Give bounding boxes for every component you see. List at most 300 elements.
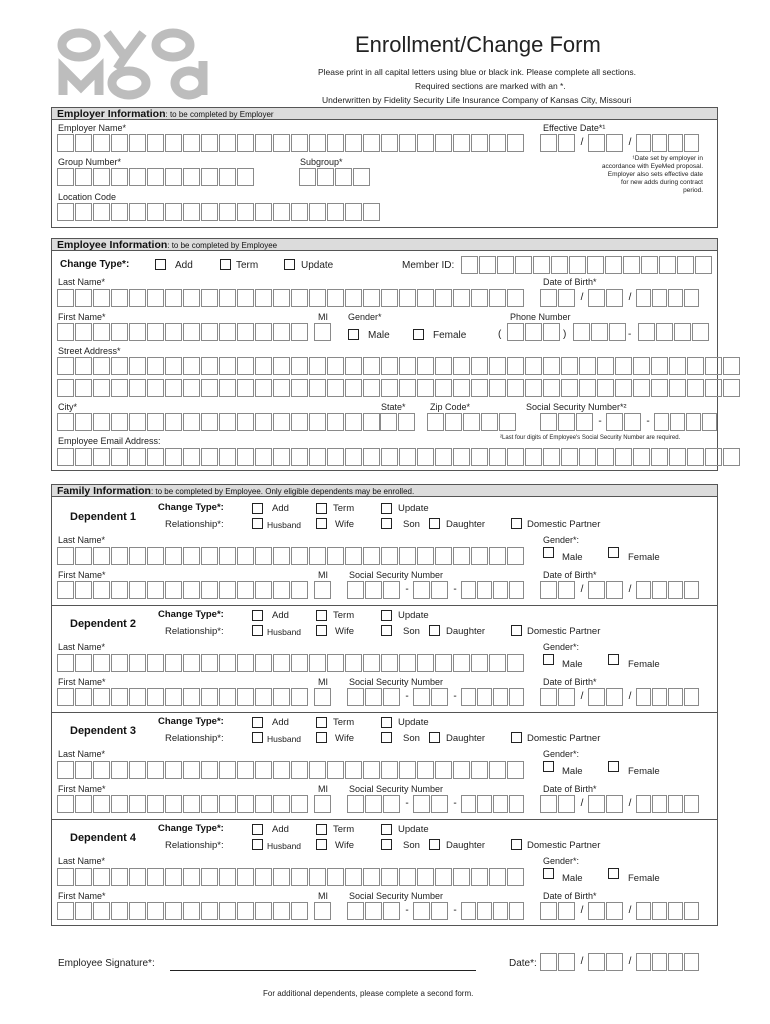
char-cell[interactable] <box>453 868 470 886</box>
char-cell[interactable] <box>111 289 128 307</box>
char-cell[interactable] <box>417 547 434 565</box>
char-cell[interactable] <box>588 902 605 920</box>
char-cell[interactable] <box>75 357 92 375</box>
char-cell[interactable] <box>493 795 508 813</box>
dependent-2-update-checkbox[interactable] <box>381 610 392 621</box>
char-cell[interactable] <box>543 323 560 341</box>
char-cell[interactable] <box>633 379 650 397</box>
char-cell[interactable] <box>255 323 272 341</box>
char-cell[interactable] <box>588 688 605 706</box>
char-cell[interactable] <box>543 357 560 375</box>
char-cell[interactable] <box>314 795 331 813</box>
char-cell[interactable] <box>75 547 92 565</box>
char-cell[interactable] <box>183 795 200 813</box>
char-cell[interactable] <box>201 795 218 813</box>
location-code-field[interactable] <box>57 203 381 221</box>
char-cell[interactable] <box>273 379 290 397</box>
char-cell[interactable] <box>314 902 331 920</box>
char-cell[interactable] <box>111 203 128 221</box>
char-cell[interactable] <box>606 795 623 813</box>
char-cell[interactable] <box>381 289 398 307</box>
dependent-4-daughter-checkbox[interactable] <box>429 839 440 850</box>
char-cell[interactable] <box>381 448 398 466</box>
char-cell[interactable] <box>558 413 575 431</box>
char-cell[interactable] <box>636 688 651 706</box>
char-cell[interactable] <box>93 654 110 672</box>
char-cell[interactable] <box>165 868 182 886</box>
char-cell[interactable] <box>111 413 128 431</box>
char-cell[interactable] <box>381 761 398 779</box>
char-cell[interactable] <box>363 203 380 221</box>
char-cell[interactable] <box>633 448 650 466</box>
char-cell[interactable] <box>543 379 560 397</box>
char-cell[interactable] <box>201 902 218 920</box>
char-cell[interactable] <box>493 688 508 706</box>
dependent-3-first-name-field[interactable] <box>57 795 309 813</box>
char-cell[interactable] <box>606 581 623 599</box>
char-cell[interactable] <box>237 688 254 706</box>
char-cell[interactable] <box>57 323 74 341</box>
char-cell[interactable] <box>57 654 74 672</box>
char-cell[interactable] <box>147 547 164 565</box>
char-cell[interactable] <box>668 688 683 706</box>
employee-female-checkbox[interactable] <box>413 329 424 340</box>
char-cell[interactable] <box>652 134 667 152</box>
dependent-1-first-name-field[interactable] <box>57 581 309 599</box>
char-cell[interactable] <box>489 868 506 886</box>
char-cell[interactable] <box>540 953 557 971</box>
dependent-3-wife-checkbox[interactable] <box>316 732 327 743</box>
dependent-2-first-name-field[interactable] <box>57 688 309 706</box>
char-cell[interactable] <box>347 902 364 920</box>
char-cell[interactable] <box>507 289 524 307</box>
char-cell[interactable] <box>431 581 448 599</box>
char-cell[interactable] <box>399 379 416 397</box>
char-cell[interactable] <box>314 688 331 706</box>
char-cell[interactable] <box>291 289 308 307</box>
char-cell[interactable] <box>363 379 380 397</box>
char-cell[interactable] <box>606 134 623 152</box>
char-cell[interactable] <box>684 795 699 813</box>
char-cell[interactable] <box>93 581 110 599</box>
char-cell[interactable] <box>363 868 380 886</box>
char-cell[interactable] <box>111 654 128 672</box>
dependent-4-male-checkbox[interactable] <box>543 868 554 879</box>
char-cell[interactable] <box>75 379 92 397</box>
char-cell[interactable] <box>499 413 516 431</box>
phone-prefix-field[interactable] <box>573 323 627 341</box>
char-cell[interactable] <box>638 323 655 341</box>
char-cell[interactable] <box>684 902 699 920</box>
char-cell[interactable] <box>237 413 254 431</box>
dependent-1-female-checkbox[interactable] <box>608 547 619 558</box>
char-cell[interactable] <box>489 448 506 466</box>
char-cell[interactable] <box>705 448 722 466</box>
char-cell[interactable] <box>606 902 623 920</box>
employer-name-field[interactable] <box>57 134 525 152</box>
char-cell[interactable] <box>75 289 92 307</box>
char-cell[interactable] <box>431 902 448 920</box>
char-cell[interactable] <box>75 761 92 779</box>
char-cell[interactable] <box>453 379 470 397</box>
char-cell[interactable] <box>656 323 673 341</box>
char-cell[interactable] <box>383 581 400 599</box>
char-cell[interactable] <box>551 256 568 274</box>
char-cell[interactable] <box>435 357 452 375</box>
char-cell[interactable] <box>659 256 676 274</box>
char-cell[interactable] <box>327 761 344 779</box>
char-cell[interactable] <box>558 289 575 307</box>
dependent-3-term-checkbox[interactable] <box>316 717 327 728</box>
char-cell[interactable] <box>147 203 164 221</box>
char-cell[interactable] <box>705 379 722 397</box>
dependent-4-female-checkbox[interactable] <box>608 868 619 879</box>
char-cell[interactable] <box>111 688 128 706</box>
char-cell[interactable] <box>309 357 326 375</box>
char-cell[interactable] <box>471 654 488 672</box>
dependent-1-dob-field[interactable] <box>540 581 700 599</box>
char-cell[interactable] <box>383 902 400 920</box>
char-cell[interactable] <box>165 379 182 397</box>
char-cell[interactable] <box>57 795 74 813</box>
char-cell[interactable] <box>687 357 704 375</box>
char-cell[interactable] <box>111 168 128 186</box>
char-cell[interactable] <box>183 654 200 672</box>
char-cell[interactable] <box>201 581 218 599</box>
char-cell[interactable] <box>147 581 164 599</box>
char-cell[interactable] <box>471 289 488 307</box>
char-cell[interactable] <box>493 581 508 599</box>
char-cell[interactable] <box>291 134 308 152</box>
employee-update-checkbox[interactable] <box>284 259 295 270</box>
char-cell[interactable] <box>237 547 254 565</box>
char-cell[interactable] <box>291 357 308 375</box>
char-cell[interactable] <box>668 902 683 920</box>
char-cell[interactable] <box>201 688 218 706</box>
char-cell[interactable] <box>668 795 683 813</box>
char-cell[interactable] <box>479 256 496 274</box>
char-cell[interactable] <box>413 795 430 813</box>
char-cell[interactable] <box>507 761 524 779</box>
char-cell[interactable] <box>509 902 524 920</box>
char-cell[interactable] <box>201 134 218 152</box>
char-cell[interactable] <box>237 357 254 375</box>
char-cell[interactable] <box>237 168 254 186</box>
char-cell[interactable] <box>291 323 308 341</box>
char-cell[interactable] <box>183 289 200 307</box>
char-cell[interactable] <box>147 134 164 152</box>
char-cell[interactable] <box>399 761 416 779</box>
char-cell[interactable] <box>255 203 272 221</box>
char-cell[interactable] <box>652 902 667 920</box>
char-cell[interactable] <box>129 581 146 599</box>
phone-line-field[interactable] <box>638 323 710 341</box>
char-cell[interactable] <box>183 413 200 431</box>
char-cell[interactable] <box>569 256 586 274</box>
char-cell[interactable] <box>273 581 290 599</box>
dependent-2-ssn-field[interactable] <box>347 688 525 706</box>
char-cell[interactable] <box>165 413 182 431</box>
char-cell[interactable] <box>383 795 400 813</box>
char-cell[interactable] <box>363 357 380 375</box>
char-cell[interactable] <box>624 413 641 431</box>
char-cell[interactable] <box>291 379 308 397</box>
char-cell[interactable] <box>165 134 182 152</box>
char-cell[interactable] <box>413 902 430 920</box>
char-cell[interactable] <box>507 868 524 886</box>
char-cell[interactable] <box>309 761 326 779</box>
char-cell[interactable] <box>686 413 701 431</box>
char-cell[interactable] <box>219 581 236 599</box>
char-cell[interactable] <box>57 902 74 920</box>
char-cell[interactable] <box>314 581 331 599</box>
char-cell[interactable] <box>481 413 498 431</box>
char-cell[interactable] <box>93 203 110 221</box>
char-cell[interactable] <box>129 547 146 565</box>
char-cell[interactable] <box>237 203 254 221</box>
char-cell[interactable] <box>489 289 506 307</box>
char-cell[interactable] <box>201 357 218 375</box>
char-cell[interactable] <box>489 547 506 565</box>
char-cell[interactable] <box>57 868 74 886</box>
char-cell[interactable] <box>129 654 146 672</box>
char-cell[interactable] <box>453 289 470 307</box>
char-cell[interactable] <box>723 379 740 397</box>
char-cell[interactable] <box>75 134 92 152</box>
char-cell[interactable] <box>540 134 557 152</box>
char-cell[interactable] <box>636 581 651 599</box>
employee-first-name-field[interactable] <box>57 323 309 341</box>
char-cell[interactable] <box>399 134 416 152</box>
phone-area-code-field[interactable] <box>507 323 561 341</box>
dependent-3-dob-field[interactable] <box>540 795 700 813</box>
char-cell[interactable] <box>615 357 632 375</box>
char-cell[interactable] <box>147 289 164 307</box>
char-cell[interactable] <box>237 581 254 599</box>
char-cell[interactable] <box>363 413 380 431</box>
char-cell[interactable] <box>93 761 110 779</box>
char-cell[interactable] <box>255 413 272 431</box>
char-cell[interactable] <box>435 289 452 307</box>
char-cell[interactable] <box>129 868 146 886</box>
char-cell[interactable] <box>309 289 326 307</box>
char-cell[interactable] <box>75 168 92 186</box>
char-cell[interactable] <box>111 323 128 341</box>
member-id-field[interactable] <box>461 256 713 274</box>
char-cell[interactable] <box>255 379 272 397</box>
char-cell[interactable] <box>273 357 290 375</box>
char-cell[interactable] <box>525 323 542 341</box>
char-cell[interactable] <box>273 448 290 466</box>
char-cell[interactable] <box>93 547 110 565</box>
char-cell[interactable] <box>219 868 236 886</box>
char-cell[interactable] <box>399 654 416 672</box>
char-cell[interactable] <box>654 413 669 431</box>
char-cell[interactable] <box>111 581 128 599</box>
char-cell[interactable] <box>668 289 683 307</box>
char-cell[interactable] <box>380 413 397 431</box>
char-cell[interactable] <box>183 168 200 186</box>
char-cell[interactable] <box>723 448 740 466</box>
char-cell[interactable] <box>201 168 218 186</box>
char-cell[interactable] <box>165 357 182 375</box>
char-cell[interactable] <box>111 379 128 397</box>
char-cell[interactable] <box>219 413 236 431</box>
char-cell[interactable] <box>314 323 331 341</box>
char-cell[interactable] <box>219 654 236 672</box>
char-cell[interactable] <box>237 761 254 779</box>
char-cell[interactable] <box>75 868 92 886</box>
dependent-3-son-checkbox[interactable] <box>381 732 392 743</box>
char-cell[interactable] <box>345 761 362 779</box>
char-cell[interactable] <box>219 323 236 341</box>
char-cell[interactable] <box>692 323 709 341</box>
dependent-1-update-checkbox[interactable] <box>381 503 392 514</box>
char-cell[interactable] <box>57 168 74 186</box>
char-cell[interactable] <box>365 795 382 813</box>
char-cell[interactable] <box>345 203 362 221</box>
char-cell[interactable] <box>588 289 605 307</box>
char-cell[interactable] <box>381 357 398 375</box>
dependent-1-son-checkbox[interactable] <box>381 518 392 529</box>
dependent-4-husband-checkbox[interactable] <box>252 839 263 850</box>
char-cell[interactable] <box>399 868 416 886</box>
char-cell[interactable] <box>540 413 557 431</box>
char-cell[interactable] <box>129 448 146 466</box>
char-cell[interactable] <box>363 289 380 307</box>
char-cell[interactable] <box>471 868 488 886</box>
employee-last-name-field[interactable] <box>57 289 525 307</box>
char-cell[interactable] <box>273 203 290 221</box>
char-cell[interactable] <box>201 654 218 672</box>
char-cell[interactable] <box>291 795 308 813</box>
char-cell[interactable] <box>435 868 452 886</box>
char-cell[interactable] <box>147 654 164 672</box>
char-cell[interactable] <box>237 379 254 397</box>
char-cell[interactable] <box>183 761 200 779</box>
char-cell[interactable] <box>219 289 236 307</box>
char-cell[interactable] <box>636 134 651 152</box>
dependent-2-male-checkbox[interactable] <box>543 654 554 665</box>
char-cell[interactable] <box>201 289 218 307</box>
char-cell[interactable] <box>183 902 200 920</box>
char-cell[interactable] <box>543 448 560 466</box>
char-cell[interactable] <box>183 134 200 152</box>
char-cell[interactable] <box>327 654 344 672</box>
char-cell[interactable] <box>57 134 74 152</box>
subgroup-field[interactable] <box>299 168 371 186</box>
char-cell[interactable] <box>461 256 478 274</box>
char-cell[interactable] <box>273 795 290 813</box>
signature-date-field[interactable] <box>540 953 700 971</box>
char-cell[interactable] <box>93 134 110 152</box>
char-cell[interactable] <box>237 134 254 152</box>
dependent-3-ssn-field[interactable] <box>347 795 525 813</box>
char-cell[interactable] <box>57 413 74 431</box>
char-cell[interactable] <box>652 688 667 706</box>
char-cell[interactable] <box>111 795 128 813</box>
char-cell[interactable] <box>291 448 308 466</box>
char-cell[interactable] <box>687 379 704 397</box>
char-cell[interactable] <box>255 289 272 307</box>
char-cell[interactable] <box>515 256 532 274</box>
dependent-1-domestic-partner-checkbox[interactable] <box>511 518 522 529</box>
char-cell[interactable] <box>651 379 668 397</box>
char-cell[interactable] <box>219 357 236 375</box>
employee-dob-field[interactable] <box>540 289 700 307</box>
char-cell[interactable] <box>509 581 524 599</box>
char-cell[interactable] <box>493 902 508 920</box>
char-cell[interactable] <box>147 902 164 920</box>
char-cell[interactable] <box>507 134 524 152</box>
char-cell[interactable] <box>129 379 146 397</box>
char-cell[interactable] <box>183 357 200 375</box>
char-cell[interactable] <box>309 868 326 886</box>
char-cell[interactable] <box>165 581 182 599</box>
char-cell[interactable] <box>507 379 524 397</box>
char-cell[interactable] <box>345 357 362 375</box>
char-cell[interactable] <box>399 357 416 375</box>
employee-email-field[interactable] <box>57 448 741 466</box>
char-cell[interactable] <box>463 413 480 431</box>
char-cell[interactable] <box>75 448 92 466</box>
char-cell[interactable] <box>255 761 272 779</box>
char-cell[interactable] <box>668 953 683 971</box>
char-cell[interactable] <box>237 795 254 813</box>
char-cell[interactable] <box>147 761 164 779</box>
char-cell[interactable] <box>57 688 74 706</box>
char-cell[interactable] <box>57 379 74 397</box>
char-cell[interactable] <box>347 688 364 706</box>
dependent-3-daughter-checkbox[interactable] <box>429 732 440 743</box>
char-cell[interactable] <box>435 761 452 779</box>
char-cell[interactable] <box>57 581 74 599</box>
char-cell[interactable] <box>273 134 290 152</box>
char-cell[interactable] <box>497 256 514 274</box>
char-cell[interactable] <box>93 168 110 186</box>
char-cell[interactable] <box>398 413 415 431</box>
dependent-2-husband-checkbox[interactable] <box>252 625 263 636</box>
char-cell[interactable] <box>471 134 488 152</box>
char-cell[interactable] <box>327 547 344 565</box>
dependent-2-wife-checkbox[interactable] <box>316 625 327 636</box>
char-cell[interactable] <box>345 448 362 466</box>
char-cell[interactable] <box>540 902 557 920</box>
effective-date-field[interactable] <box>540 134 700 152</box>
char-cell[interactable] <box>477 795 492 813</box>
char-cell[interactable] <box>363 654 380 672</box>
char-cell[interactable] <box>345 868 362 886</box>
char-cell[interactable] <box>509 688 524 706</box>
char-cell[interactable] <box>615 379 632 397</box>
char-cell[interactable] <box>219 134 236 152</box>
dependent-1-term-checkbox[interactable] <box>316 503 327 514</box>
char-cell[interactable] <box>381 654 398 672</box>
dependent-4-term-checkbox[interactable] <box>316 824 327 835</box>
char-cell[interactable] <box>687 448 704 466</box>
char-cell[interactable] <box>605 256 622 274</box>
char-cell[interactable] <box>57 289 74 307</box>
char-cell[interactable] <box>702 413 717 431</box>
char-cell[interactable] <box>147 688 164 706</box>
char-cell[interactable] <box>641 256 658 274</box>
char-cell[interactable] <box>255 902 272 920</box>
char-cell[interactable] <box>636 289 651 307</box>
char-cell[interactable] <box>489 134 506 152</box>
char-cell[interactable] <box>417 654 434 672</box>
char-cell[interactable] <box>435 448 452 466</box>
char-cell[interactable] <box>93 289 110 307</box>
